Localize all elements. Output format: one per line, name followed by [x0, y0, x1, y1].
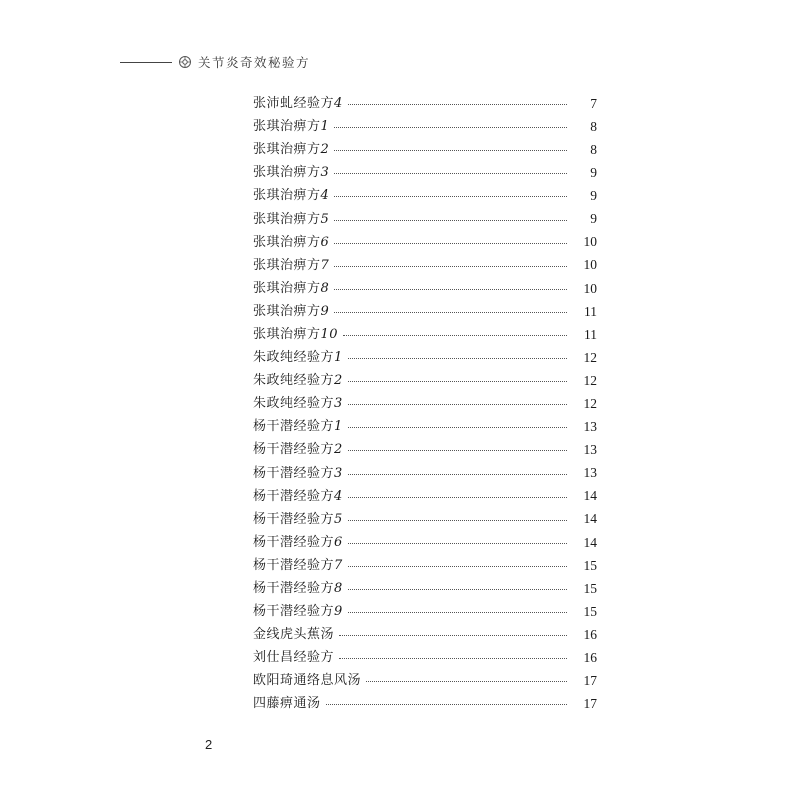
toc-entry[interactable]: [253, 600, 597, 623]
dot-leader: [348, 566, 567, 567]
toc-entry[interactable]: [253, 300, 597, 323]
dot-leader: [334, 220, 567, 221]
toc-entry-page: 11: [584, 326, 597, 342]
toc-entry-title: [253, 536, 343, 549]
toc-entry-name: 杨干潜经验方: [253, 534, 335, 550]
toc-entry-name: 张琪治痹方: [253, 211, 321, 227]
toc-entry-page: 13: [583, 465, 597, 481]
toc-entry[interactable]: [253, 462, 597, 485]
toc-entry-page: 10: [583, 280, 597, 296]
toc-entry-name: 杨干潜经验方: [253, 557, 335, 573]
dot-leader: [366, 681, 567, 682]
toc-entry-name: 张沛虬经验方: [253, 96, 335, 112]
toc-entry[interactable]: [253, 485, 597, 508]
toc-entry-title: [253, 259, 329, 272]
toc-entry-page: 8: [590, 141, 597, 157]
toc-entry-number: 9: [334, 604, 343, 620]
toc-entry-name: 张琪治痹方: [253, 165, 321, 181]
dot-leader: [348, 474, 567, 475]
toc-entry-page: 14: [583, 534, 597, 550]
dot-leader: [326, 704, 567, 705]
toc-entry-number: 5: [320, 211, 330, 227]
toc-entry[interactable]: [253, 692, 597, 715]
toc-entry-title: [253, 236, 329, 249]
toc-entry-number: 4: [334, 488, 343, 504]
toc-entry-title: [253, 282, 329, 295]
toc-entry[interactable]: [253, 646, 597, 669]
toc-entry-title: [253, 490, 343, 503]
toc-entry-number: 8: [334, 581, 343, 597]
toc-entry-title: [253, 397, 343, 410]
flower-ornament-icon: [178, 55, 192, 69]
toc-entry-title: [253, 443, 343, 456]
toc-entry[interactable]: [253, 438, 597, 461]
toc-entry-page: 13: [583, 442, 597, 458]
toc-entry-name: 朱政纯经验方: [253, 373, 335, 389]
toc-entry[interactable]: [253, 184, 597, 207]
dot-leader: [348, 358, 567, 359]
toc-entry[interactable]: [253, 369, 597, 392]
toc-entry-name: 金线虎头蕉汤: [253, 627, 335, 643]
toc-entry-number: 2: [320, 142, 330, 158]
toc-entry[interactable]: [253, 323, 597, 346]
toc-entry-title: [253, 143, 329, 156]
toc-entry-name: 杨干潜经验方: [253, 419, 335, 435]
dot-leader: [334, 243, 567, 244]
toc-entry-page: 9: [590, 165, 597, 181]
toc-entry-name: 张琪治痹方: [253, 280, 321, 296]
toc-entry-title: [253, 213, 329, 226]
toc-entry-page: 11: [584, 303, 597, 319]
toc-entry-title: [253, 420, 343, 433]
toc-entry[interactable]: [253, 577, 597, 600]
toc-entry[interactable]: [253, 231, 597, 254]
toc-entry-name: 张琪治痹方: [253, 119, 321, 135]
toc-entry[interactable]: [253, 531, 597, 554]
toc-entry-number: 1: [334, 419, 343, 435]
toc-entry-number: 7: [334, 557, 343, 573]
toc-entry[interactable]: [253, 138, 597, 161]
dot-leader: [348, 427, 567, 428]
toc-entry-number: 3: [320, 165, 330, 181]
dot-leader: [348, 520, 567, 521]
toc-entry-page: 7: [590, 95, 597, 111]
toc-entry-title: [253, 513, 343, 526]
toc-entry-title: [253, 351, 343, 364]
toc-entry-title: [253, 97, 343, 110]
toc-entry-page: 15: [583, 580, 597, 596]
toc-entry-page: 10: [583, 234, 597, 250]
dot-leader: [334, 127, 567, 128]
toc-entry-page: 9: [590, 188, 597, 204]
dot-leader: [348, 381, 567, 382]
toc-entry-title: [253, 328, 338, 341]
toc-entry-number: 6: [320, 234, 330, 250]
dot-leader: [334, 150, 567, 151]
toc-entry-name: 杨干潜经验方: [253, 581, 335, 597]
toc-entry[interactable]: [253, 254, 597, 277]
toc-entry-page: 17: [583, 673, 597, 689]
toc-entry-title: [253, 120, 329, 133]
toc-entry-name: 杨干潜经验方: [253, 465, 335, 481]
toc-entry-page: 12: [583, 349, 597, 365]
toc-entry-name: 张琪治痹方: [253, 303, 321, 319]
dot-leader: [348, 404, 567, 405]
toc-entry-name: 杨干潜经验方: [253, 488, 335, 504]
toc-entry-page: 15: [583, 557, 597, 573]
dot-leader: [339, 635, 567, 636]
page-number: 2: [205, 737, 213, 752]
dot-leader: [334, 289, 567, 290]
toc-entry[interactable]: [253, 161, 597, 184]
toc-entry[interactable]: [253, 415, 597, 438]
toc-entry[interactable]: [253, 115, 597, 138]
toc-entry-number: 2: [334, 373, 343, 389]
book-title: 关节炎奇效秘验方: [198, 55, 311, 70]
toc-entry-page: 14: [583, 511, 597, 527]
toc-entry[interactable]: [253, 669, 597, 692]
toc-entry-number: 10: [320, 326, 339, 342]
dot-leader: [348, 543, 567, 544]
dot-leader: [348, 589, 567, 590]
toc-entry-page: 8: [590, 118, 597, 134]
dot-leader: [343, 335, 567, 336]
dot-leader: [334, 196, 567, 197]
toc-entry-number: 1: [320, 119, 330, 135]
toc-entry-title: [253, 189, 329, 202]
toc-entry-number: 6: [334, 534, 343, 550]
toc-entry-title: [253, 374, 343, 387]
toc-entry-name: 张琪治痹方: [253, 142, 321, 158]
toc-entry-page: 17: [583, 696, 597, 712]
dot-leader: [334, 312, 567, 313]
dot-leader: [348, 450, 567, 451]
toc-entry-title: [253, 674, 361, 687]
toc-entry-page: 12: [583, 396, 597, 412]
dot-leader: [334, 266, 567, 267]
toc-entry[interactable]: [253, 207, 597, 230]
dot-leader: [348, 612, 567, 613]
toc-entry-page: 15: [583, 603, 597, 619]
toc-entry-number: 1: [334, 350, 343, 366]
toc-entry-title: [253, 305, 329, 318]
header-rule: [120, 62, 172, 63]
toc-entry[interactable]: [253, 508, 597, 531]
toc-entry-title: [253, 467, 343, 480]
toc-entry-page: 16: [583, 650, 597, 666]
toc-entry-name: 张琪治痹方: [253, 188, 321, 204]
toc-entry[interactable]: [253, 346, 597, 369]
toc-entry-number: 7: [320, 257, 330, 273]
toc-entry-title: [253, 697, 321, 710]
toc-entry-name: 四藤痹通汤: [253, 696, 321, 712]
toc-entry[interactable]: [253, 554, 597, 577]
dot-leader: [348, 497, 567, 498]
toc-entry-title: [253, 628, 334, 641]
running-header: [120, 52, 310, 72]
toc-entry-number: 3: [334, 396, 343, 412]
toc-entry-number: 3: [334, 465, 343, 481]
toc-entry-name: 刘仕昌经验方: [253, 650, 335, 666]
toc-entry-name: 朱政纯经验方: [253, 396, 335, 412]
toc-entry-name: 张琪治痹方: [253, 326, 321, 342]
toc-entry[interactable]: [253, 277, 597, 300]
toc-entry[interactable]: [253, 623, 597, 646]
toc-entry-name: 张琪治痹方: [253, 257, 321, 273]
toc-entry-number: 8: [320, 280, 330, 296]
toc-entry-page: 16: [583, 626, 597, 642]
toc-entry-name: 杨干潜经验方: [253, 442, 335, 458]
toc-entry-page: 13: [583, 419, 597, 435]
toc-entry-title: [253, 651, 334, 664]
toc-entry-title: [253, 582, 343, 595]
toc-entry[interactable]: [253, 92, 597, 115]
dot-leader: [348, 104, 567, 105]
toc-entry-page: 10: [583, 257, 597, 273]
toc-entry[interactable]: [253, 392, 597, 415]
toc-entry-number: 2: [334, 442, 343, 458]
toc-entry-page: 14: [583, 488, 597, 504]
toc-entry-number: 9: [320, 303, 330, 319]
toc-entry-name: 张琪治痹方: [253, 234, 321, 250]
toc-entry-name: 朱政纯经验方: [253, 350, 335, 366]
toc-entry-title: [253, 559, 343, 572]
toc-entry-number: 4: [334, 96, 343, 112]
toc-entry-number: 5: [334, 511, 343, 527]
toc-entry-name: 欧阳琦通络息风汤: [253, 673, 362, 689]
toc-entry-name: 杨干潜经验方: [253, 604, 335, 620]
toc-entry-title: [253, 166, 329, 179]
toc-entry-number: 4: [320, 188, 330, 204]
toc-entry-title: [253, 605, 343, 618]
toc-entry-page: 12: [583, 372, 597, 388]
toc-entry-name: 杨干潜经验方: [253, 511, 335, 527]
dot-leader: [334, 173, 567, 174]
toc-entry-page: 9: [590, 211, 597, 227]
table-of-contents: [253, 92, 597, 716]
dot-leader: [339, 658, 567, 659]
